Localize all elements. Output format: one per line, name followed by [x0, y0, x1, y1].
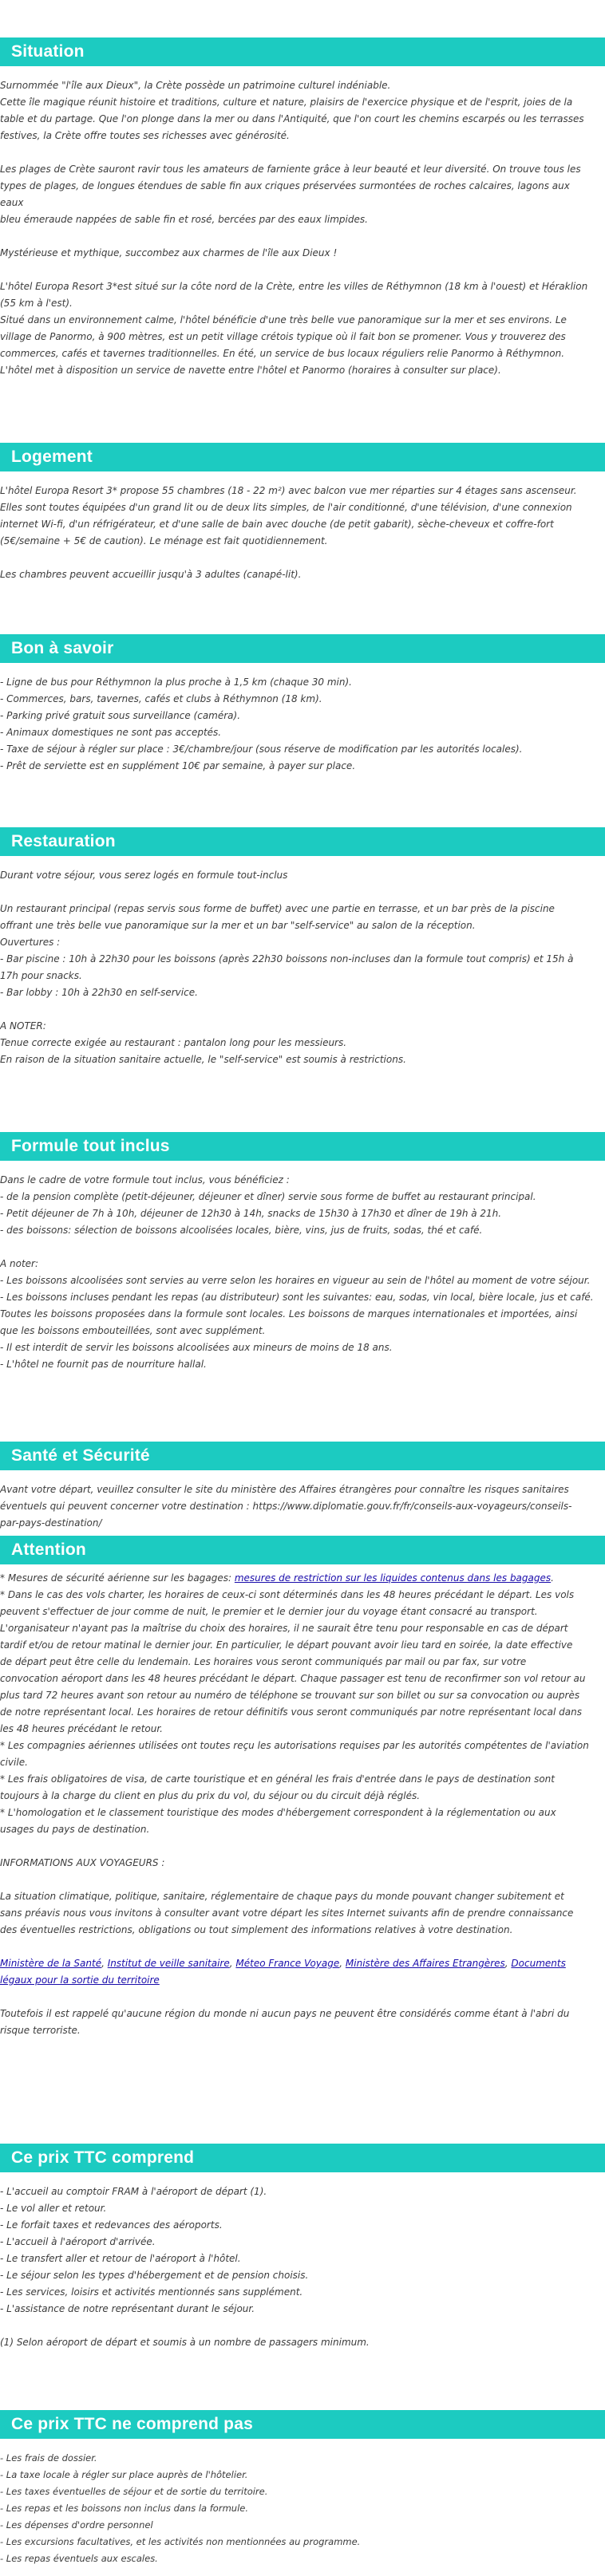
text-line: * Dans le cas des vols charter, les horaires de ceux-ci sont déterminés dans les 48 heures précédant le départ. Les vols	[0, 1589, 575, 1600]
text-line: table et du partage. Que l'on plonge dans la mer ou dans l'Antiquité, que l'on court les chemins escarpés ou les terrasses	[0, 113, 584, 124]
text-line: types de plages, de longues étendues de sable fin aux criques préservées surmontées de roches calcaires, lagons aux eaux	[0, 180, 570, 208]
text-line: La situation climatique, politique, sanitaire, réglementaire de chaque pays du monde pouvant changer subitement et	[0, 1891, 564, 1902]
text-line	[0, 1570, 595, 1587]
text-line: risque terroriste.	[0, 2025, 81, 2036]
list-item: - Le forfait taxes et redevances des aéroports.	[0, 2219, 223, 2231]
text-line: (5€/semaine + 5€ de caution). Le ménage est fait quotidiennement.	[0, 535, 328, 546]
link-documents[interactable]: Documents	[511, 1958, 566, 1969]
text-line: commerces, cafés et tavernes traditionnelles. En été, un service de bus locaux réguliers relie Panormo à Réthymnon.	[0, 348, 565, 359]
text-line	[0, 262, 595, 278]
text-line	[0, 550, 595, 566]
attention-content	[0, 1570, 595, 2039]
text-line: Ouvertures :	[0, 937, 61, 948]
text-line	[0, 1838, 595, 1855]
section-title-sante: Santé et Sécurité	[0, 1442, 605, 1470]
text-line: festives, la Crète offre toutes ses richesses avec générosité.	[0, 130, 290, 141]
list-item: - Les excursions facultatives, et les activités non mentionnées au programme.	[0, 2536, 361, 2547]
text-line	[0, 1001, 595, 1018]
text-line: convocation aéroport dans les 48 heures précédant le départ. Chaque passager est tenu de reconfirmer son vol retour au	[0, 1673, 586, 1684]
section-title-ne-comprend: Ce prix TTC ne comprend pas	[0, 2410, 605, 2439]
list-item: - Le transfert aller et retour de l'aéroport à l'hôtel.	[0, 2253, 241, 2264]
section-title-comprend: Ce prix TTC comprend	[0, 2144, 605, 2172]
text-line: - L'hôtel ne fournit pas de nourriture hallal.	[0, 1359, 207, 1370]
text-line: - Les boissons alcoolisées sont servies au verre selon les horaires en vigueur au sein de l'hôtel au moment de votre séjour.	[0, 1275, 591, 1286]
situation-content	[0, 77, 595, 379]
list-item: - L'accueil au comptoir FRAM à l'aéroport de départ (1).	[0, 2186, 267, 2197]
bon-a-savoir-content	[0, 674, 595, 775]
text-line: - Les boissons incluses pendant les repas (au distributeur) sont les suivantes: eau, sodas, vin local, bière locale, jus et café.	[0, 1292, 594, 1303]
text-line: Surnommée "l'île aux Dieux", la Crète possède un patrimoine culturel indéniable.	[0, 80, 391, 91]
text-line: tardif et/ou de retour matinal le dernier jour. En particulier, le départ pouvant avoir lieu tard en soirée, la date effective	[0, 1639, 573, 1651]
text-line: 17h pour snacks.	[0, 970, 82, 981]
text-line: usages du pays de destination.	[0, 1824, 150, 1835]
text-line: Tenue correcte exigée au restaurant : pantalon long pour les messieurs.	[0, 1037, 347, 1048]
section-title-bon-a-savoir: Bon à savoir	[0, 634, 605, 663]
text-line: Un restaurant principal (repas servis sous forme de buffet) avec une partie en terrasse, et un bar près de la piscine	[0, 903, 555, 914]
text-line: Dans le cadre de votre formule tout inclus, vous bénéficiez :	[0, 1174, 290, 1185]
section-title-attention: Attention	[0, 1536, 605, 1564]
text-line	[0, 144, 595, 161]
links-line: Ministère de la Santé, Institut de veille sanitaire, Méteo France Voyage, Ministère des Affaires Etrangères, Documents	[0, 1958, 566, 1969]
text-line: L'hôtel Europa Resort 3* propose 55 chambres (18 - 22 m²) avec balcon vue mer réparties sur 4 étages sans ascenseur.	[0, 485, 577, 496]
text-line: Avant votre départ, veuillez consulter le site du ministère des Affaires étrangères pour connaître les risques sanitaires	[0, 1484, 569, 1495]
sante-content	[0, 1481, 595, 1532]
logement-content	[0, 483, 595, 583]
text-line: offrant une très belle vue panoramique sur la mer et un bar "self-service" au salon de la réception.	[0, 920, 476, 931]
text-line: toujours à la charge du client en plus du prix du vol, du séjour ou du circuit déjà réglés.	[0, 1790, 421, 1801]
text-line: éventuels qui peuvent concerner votre destination : https://www.diplomatie.gouv.fr/fr/conseils-aux-voyageurs/conseils-	[0, 1501, 572, 1512]
text-line: - Petit déjeuner de 7h à 10h, déjeuner de 12h30 à 14h, snacks de 15h30 à 17h30 et dîner de 19h à 21h.	[0, 1208, 502, 1219]
text-line: - Bar lobby : 10h à 22h30 en self-service.	[0, 987, 198, 998]
section-title-restauration: Restauration	[0, 827, 605, 856]
list-item: - L'assistance de notre représentant durant le séjour.	[0, 2303, 255, 2314]
text-line: L'organisateur n'ayant pas la maîtrise du choix des horaires, il ne saurait être tenu pour responsable en cas de départ	[0, 1623, 568, 1634]
list-item: - Animaux domestiques ne sont pas acceptés.	[0, 727, 222, 738]
text-line: Toutefois il est rappelé qu'aucune région du monde ni aucun pays ne peuvent être considérés comme étant à l'abri du	[0, 2008, 570, 2019]
comprend-content	[0, 2183, 595, 2351]
list-item: - Les taxes éventuelles de séjour et de sortie du territoire.	[0, 2486, 268, 2497]
list-item: - Commerces, bars, tavernes, cafés et clubs à Réthymnon (18 km).	[0, 693, 322, 704]
text-line: Elles sont toutes équipées d'un grand lit ou de deux lits simples, de l'air conditionné, d'une télévision, d'une connexion	[0, 502, 572, 513]
text-line: les 48 heures précédant le retour.	[0, 1723, 163, 1734]
text-line: civile.	[0, 1757, 28, 1768]
list-item: - Ligne de bus pour Réthymnon la plus proche à 1,5 km (chaque 30 min).	[0, 677, 352, 688]
text-line: - des boissons: sélection de boissons alcoolisées locales, bière, vins, jus de fruits, sodas, thé et café.	[0, 1225, 483, 1236]
text-line	[0, 884, 595, 901]
text-line	[0, 1239, 595, 1256]
link-documents-legaux[interactable]: légaux pour la sortie du territoire	[0, 1974, 160, 1986]
list-item: - Les dépenses d'ordre personnel	[0, 2519, 153, 2531]
text-line: L'hôtel met à disposition un service de navette entre l'hôtel et Panormo (horaires à consulter sur place).	[0, 365, 501, 376]
text-line: - Il est interdit de servir les boissons alcoolisées aux mineurs de moins de 18 ans.	[0, 1342, 393, 1353]
mesures-prefix: * Mesures de sécurité aérienne sur les bagages:	[0, 1572, 235, 1584]
link-meteo-france[interactable]: Méteo France Voyage	[235, 1958, 340, 1969]
text-line: * Les compagnies aériennes utilisées ont toutes reçu les autorisations requises par les autorités compétentes de l'aviation	[0, 1740, 589, 1751]
formule-content	[0, 1172, 595, 1373]
link-liquides-bagages[interactable]: mesures de restriction sur les liquides contenus dans les bagages	[234, 1572, 552, 1584]
text-line: En raison de la situation sanitaire actuelle, le "self-service" est soumis à restrictions.	[0, 1054, 406, 1065]
text-line: que les boissons embouteillées, sont avec supplément.	[0, 1325, 266, 1336]
section-title-formule: Formule tout inclus	[0, 1132, 605, 1161]
text-line: plus tard 72 heures avant son retour au numéro de téléphone se trouvant sur son billet ou sur sa convocation ou auprès	[0, 1690, 580, 1701]
text-line: Situé dans un environnement calme, l'hôtel bénéficie d'une très belle vue panoramique sur la mer et ses environs. Le	[0, 314, 567, 325]
text-line: - de la pension complète (petit-déjeuner, déjeuner et dîner) servie sous forme de buffet au restaurant principal.	[0, 1191, 536, 1202]
link-veille-sanitaire[interactable]: Institut de veille sanitaire	[107, 1958, 230, 1969]
text-line: Durant votre séjour, vous serez logés en formule tout-inclus	[0, 870, 288, 881]
text-line: Les chambres peuvent accueillir jusqu'à 3 adultes (canapé-lit).	[0, 569, 302, 580]
text-line: Cette île magique réunit histoire et traditions, culture et nature, plaisirs de l'exercice physique et de l'esprit, joies de la	[0, 97, 573, 108]
text-line: sans préavis nous vous invitons à consulter avant votre départ les sites Internet suivants afin de prendre connaissance	[0, 1907, 574, 1919]
list-item: - Les services, loisirs et activités mentionnés sans supplément.	[0, 2286, 303, 2298]
list-item: - La taxe locale à régler sur place auprès de l'hôtelier.	[0, 2469, 248, 2480]
list-item: - Parking privé gratuit sous surveillance (caméra).	[0, 710, 241, 721]
link-ministere-sante[interactable]: Ministère de la Santé	[0, 1958, 102, 1969]
list-item: - Le vol aller et retour.	[0, 2203, 107, 2214]
text-line: * Les frais obligatoires de visa, de carte touristique et en général les frais d'entrée dans le pays de destination sont	[0, 1773, 555, 1785]
text-line: de notre représentant local. Les horaires de retour définitifs vous seront communiqués par notre représentant local dans	[0, 1706, 582, 1718]
text-line: (55 km à l'est).	[0, 298, 73, 309]
restauration-content	[0, 867, 595, 1068]
text-line	[0, 1939, 595, 1955]
text-line: Toutes les boissons proposées dans la formule sont locales. Les boissons de marques internationales et importées, ainsi	[0, 1308, 578, 1320]
list-item: (1) Selon aéroport de départ et soumis à un nombre de passagers minimum.	[0, 2337, 370, 2348]
list-item: - Taxe de séjour à régler sur place : 3€/chambre/jour (sous réserve de modification par les autorités locales).	[0, 744, 523, 755]
text-line: par-pays-destination/	[0, 1517, 102, 1529]
text-line: de départ peut être celle du lendemain. Les horaires vous seront communiqués par mail ou par fax, sur votre	[0, 1656, 527, 1667]
text-line: INFORMATIONS AUX VOYAGEURS :	[0, 1857, 165, 1868]
list-item: - Prêt de serviette est en supplément 10€ par semaine, à payer sur place.	[0, 760, 356, 771]
text-line	[0, 1989, 595, 2006]
text-line: internet Wi-fi, d'un réfrigérateur, et d'une salle de bain avec douche (de petit gabarit), sèche-cheveux et coffre-fort	[0, 519, 554, 530]
mesures-suffix: .	[551, 1572, 554, 1584]
text-line: bleu émeraude nappées de sable fin et rosé, bercées par des eaux limpides.	[0, 214, 368, 225]
text-line: - Bar piscine : 10h à 22h30 pour les boissons (après 22h30 boissons non-incluses dan la formule tout compris) et 15h à	[0, 953, 574, 965]
text-line	[0, 1872, 595, 1888]
list-item	[0, 2318, 595, 2334]
section-title-situation: Situation	[0, 37, 605, 66]
ne-comprend-content	[0, 2450, 595, 2567]
text-line: L'hôtel Europa Resort 3*est situé sur la côte nord de la Crète, entre les villes de Réthymnon (18 km à l'ouest) et Héraklion	[0, 281, 588, 292]
list-item: - Les repas et les boissons non inclus dans la formule.	[0, 2503, 248, 2514]
text-line: * L'homologation et le classement touristique des modes d'hébergement correspondent à la réglementation ou aux	[0, 1807, 556, 1818]
text-line: peuvent s'effectuer de jour comme de nuit, le premier et le dernier jour du voyage étant consacré au transport.	[0, 1606, 538, 1617]
list-item: - Les repas éventuels aux escales.	[0, 2553, 158, 2564]
links-line	[0, 1972, 595, 1989]
text-line: Les plages de Crète sauront ravir tous les amateurs de farniente grâce à leur beauté et leur diversité. On trouve tous les	[0, 164, 581, 175]
list-item: - Le séjour selon les types d'hébergement et de pension choisis.	[0, 2270, 309, 2281]
text-line: A noter:	[0, 1258, 39, 1269]
list-item: - L'accueil à l'aéroport d'arrivée.	[0, 2236, 156, 2247]
text-line: A NOTER:	[0, 1020, 46, 1032]
text-line: Mystérieuse et mythique, succombez aux charmes de l'île aux Dieux !	[0, 247, 338, 258]
section-title-logement: Logement	[0, 443, 605, 471]
text-line	[0, 228, 595, 245]
link-affaires-etrangeres[interactable]: Ministère des Affaires Etrangères	[345, 1958, 505, 1969]
text-line: des éventuelles restrictions, obligations ou tout simplement des informations relatives à votre destination.	[0, 1924, 513, 1935]
list-item: - Les frais de dossier.	[0, 2452, 97, 2464]
text-line: village de Panormo, à 900 mètres, est un petit village crétois typique où il fait bon se promener. Vous y trouverez des	[0, 331, 566, 342]
